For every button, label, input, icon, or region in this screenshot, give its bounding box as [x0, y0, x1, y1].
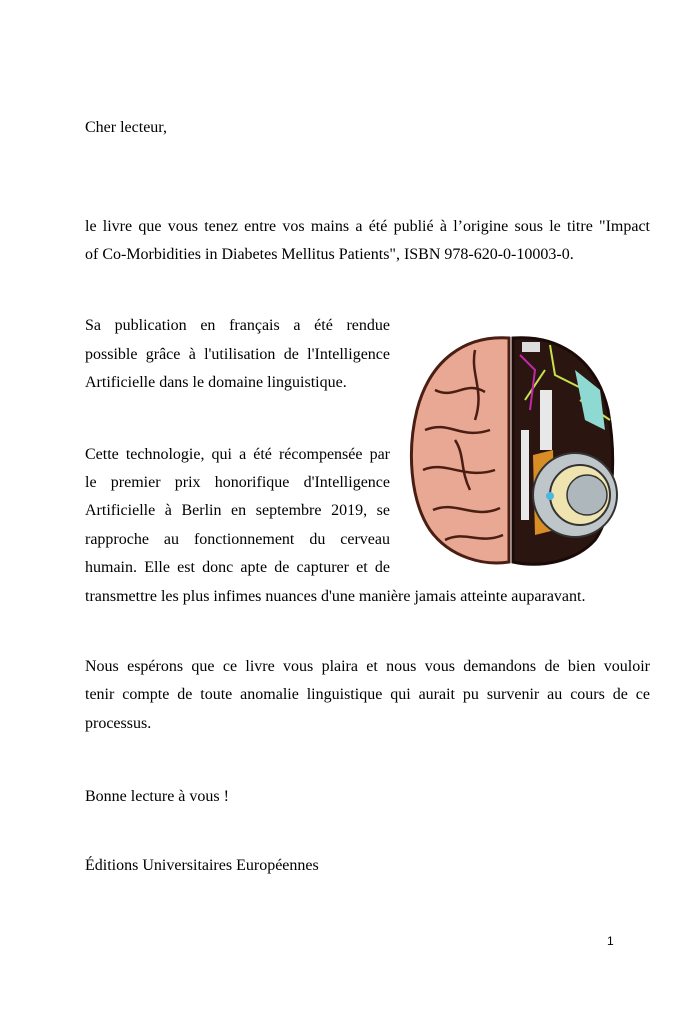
text-line: possible grâce à l'utilisation de l'Intelligence — [85, 346, 390, 363]
text-line: transmettre les plus infimes nuances d'une manière jamais atteinte auparavant. — [85, 588, 586, 605]
text-line: Sa publication en français a été rendue — [85, 317, 390, 334]
text-line: Nous espérons que ce livre vous plaira et nous vous demandons de bien vouloir — [85, 658, 650, 675]
text-line: le livre que vous tenez entre vos mains a été publié à l’origine sous le titre "Impact — [85, 218, 650, 235]
text-line: le premier prix honorifique d'Intelligence — [85, 474, 390, 491]
text-line: tenir compte de toute anomalie linguistique qui aurait pu survenir au cours de ce — [85, 686, 650, 703]
brain-illustration — [405, 330, 620, 570]
text-line: processus. — [85, 715, 152, 732]
publisher-signature: Éditions Universitaires Européennes — [85, 857, 319, 874]
page-number: 1 — [607, 934, 614, 948]
text-line: of Co-Morbidities in Diabetes Mellitus Patients", ISBN 978-620-0-10003-0. — [85, 246, 574, 263]
text-line: rapproche au fonctionnement du cerveau — [85, 531, 390, 548]
text-line: Artificielle à Berlin en septembre 2019, se — [85, 502, 390, 519]
closing-greeting: Bonne lecture à vous ! — [85, 788, 229, 805]
text-line: Cette technologie, qui a été récompensée par — [85, 446, 390, 463]
text-line: Artificielle dans le domaine linguistique. — [85, 374, 347, 391]
greeting: Cher lecteur, — [85, 119, 167, 136]
text-line: humain. Elle est donc apte de capturer et de — [85, 559, 390, 576]
